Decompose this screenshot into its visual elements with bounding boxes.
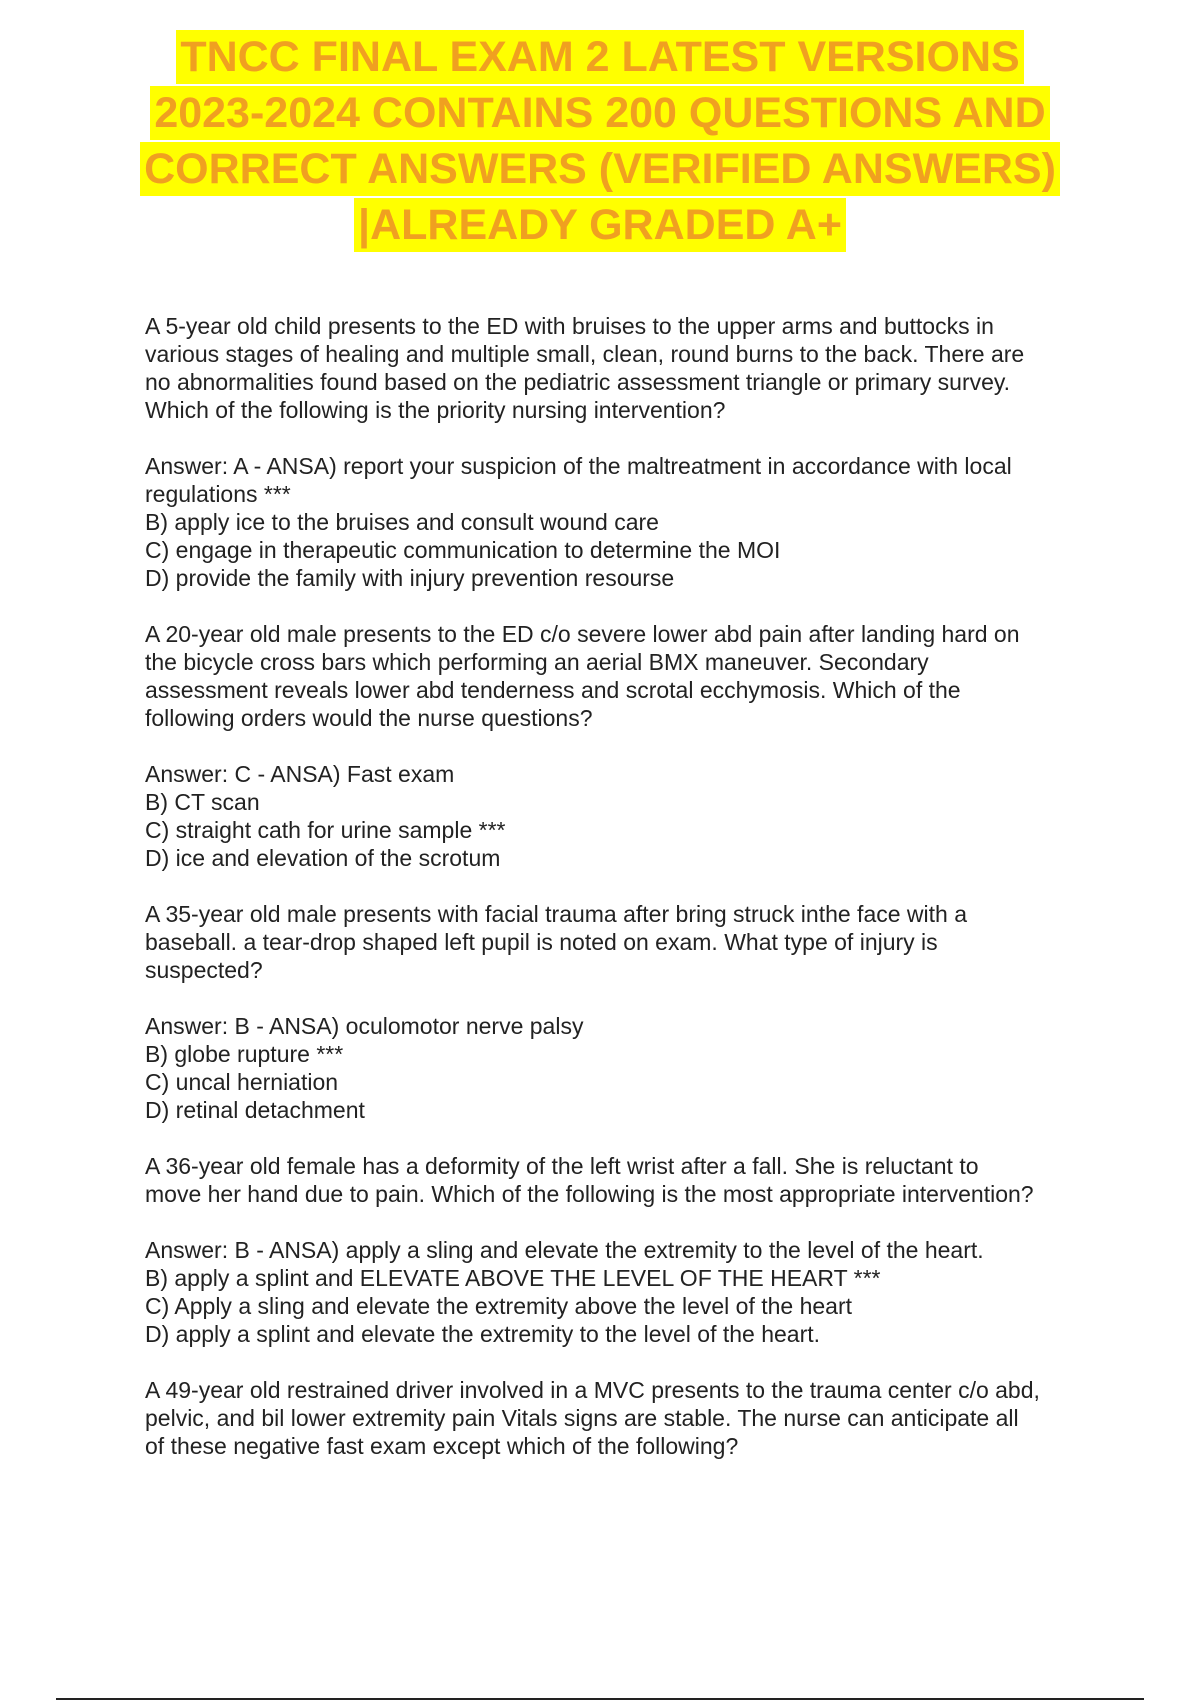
text-line: following orders would the nurse questions? — [145, 705, 593, 731]
answer-options — [145, 1236, 1095, 1348]
answer-line: B) apply a splint and ELEVATE ABOVE THE LEVEL OF THE HEART *** — [145, 1265, 881, 1291]
text-line: various stages of healing and multiple small, clean, round burns to the back. There are — [145, 341, 1025, 367]
answer-line: D) retinal detachment — [145, 1097, 365, 1123]
answer-line: regulations *** — [145, 481, 291, 507]
answer-line: B) CT scan — [145, 789, 260, 815]
answer-line: D) apply a splint and elevate the extremity to the level of the heart. — [145, 1321, 821, 1347]
answer-line: D) ice and elevation of the scrotum — [145, 845, 501, 871]
text-line: A 35-year old male presents with facial trauma after bring struck inthe face with a — [145, 901, 968, 927]
question-text — [145, 620, 1095, 732]
question-list — [145, 312, 1095, 1488]
text-line: the bicycle cross bars which performing an aerial BMX maneuver. Secondary — [145, 649, 929, 675]
question-text — [145, 900, 1095, 984]
title-line: 2023-2024 CONTAINS 200 QUESTIONS AND — [150, 86, 1049, 140]
answer-line: C) Apply a sling and elevate the extremity above the level of the heart — [145, 1293, 853, 1319]
text-line: A 36-year old female has a deformity of the left wrist after a fall. She is reluctant to — [145, 1153, 979, 1179]
answer-line: D) provide the family with injury prevention resourse — [145, 565, 675, 591]
text-line: Which of the following is the priority nursing intervention? — [145, 397, 726, 423]
text-line: pelvic, and bil lower extremity pain Vitals signs are stable. The nurse can anticipate all — [145, 1405, 1019, 1431]
title-line: |ALREADY GRADED A+ — [354, 198, 846, 252]
text-line: suspected? — [145, 957, 263, 983]
answer-line: C) uncal herniation — [145, 1069, 339, 1095]
answer-options — [145, 1012, 1095, 1124]
question-text — [145, 312, 1095, 424]
answer-line: Answer: A - ANSA) report your suspicion of the maltreatment in accordance with local — [145, 453, 1012, 479]
text-line: A 20-year old male presents to the ED c/o severe lower abd pain after landing hard on — [145, 621, 1020, 647]
text-line: A 5-year old child presents to the ED with bruises to the upper arms and buttocks in — [145, 313, 994, 339]
title-line: CORRECT ANSWERS (VERIFIED ANSWERS) — [140, 142, 1060, 196]
document-title — [0, 30, 1200, 254]
answer-line: C) engage in therapeutic communication to determine the MOI — [145, 537, 781, 563]
answer-line: C) straight cath for urine sample *** — [145, 817, 506, 843]
question-text — [145, 1152, 1095, 1208]
text-line: baseball. a tear-drop shaped left pupil is noted on exam. What type of injury is — [145, 929, 938, 955]
answer-line: B) apply ice to the bruises and consult wound care — [145, 509, 659, 535]
title-line: TNCC FINAL EXAM 2 LATEST VERSIONS — [176, 30, 1023, 84]
text-line: move her hand due to pain. Which of the following is the most appropriate intervention? — [145, 1181, 1034, 1207]
answer-options — [145, 760, 1095, 872]
text-line: of these negative fast exam except which of the following? — [145, 1433, 739, 1459]
answer-line: Answer: B - ANSA) oculomotor nerve palsy — [145, 1013, 584, 1039]
text-line: no abnormalities found based on the pediatric assessment triangle or primary survey. — [145, 369, 1011, 395]
answer-options — [145, 452, 1095, 592]
text-line: A 49-year old restrained driver involved in a MVC presents to the trauma center c/o abd, — [145, 1377, 1040, 1403]
text-line: assessment reveals lower abd tenderness and scrotal ecchymosis. Which of the — [145, 677, 961, 703]
answer-line: Answer: C - ANSA) Fast exam — [145, 761, 455, 787]
answer-line: B) globe rupture *** — [145, 1041, 344, 1067]
answer-line: Answer: B - ANSA) apply a sling and elevate the extremity to the level of the heart. — [145, 1237, 984, 1263]
question-text — [145, 1376, 1095, 1460]
